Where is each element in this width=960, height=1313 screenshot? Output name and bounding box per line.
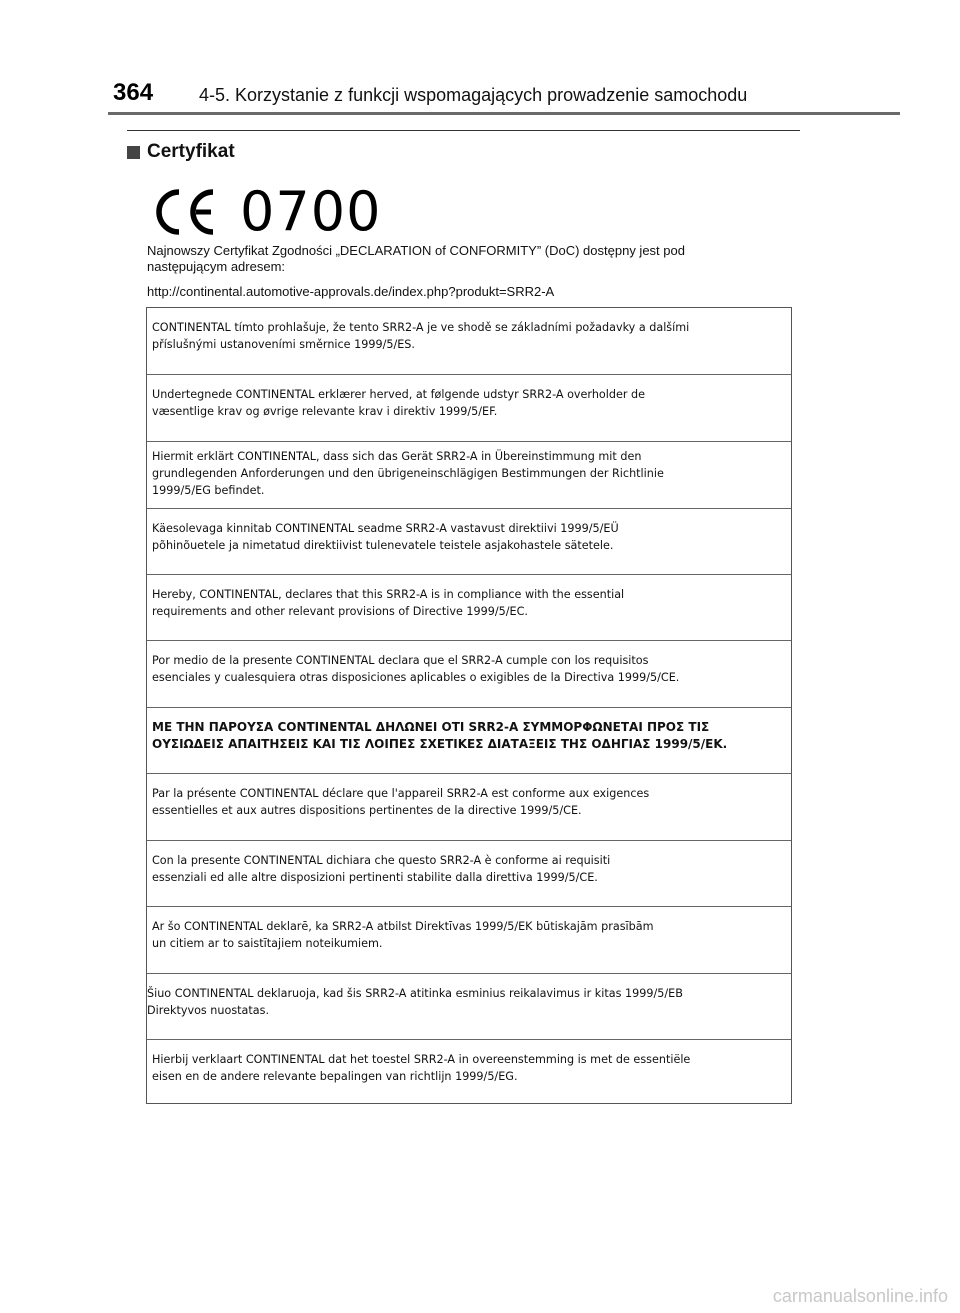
intro-line-2: następującym adresem:: [147, 259, 286, 274]
declaration-row: [147, 575, 791, 641]
declaration-line: Par la présente CONTINENTAL déclare que l'appareil SRR2-A est conforme aux exigences: [152, 787, 650, 800]
page-number: 364: [113, 79, 154, 106]
declaration-row: [147, 375, 791, 442]
declaration-row: [147, 841, 791, 907]
declaration-text-de: [152, 448, 782, 499]
section-title: Certyfikat: [147, 141, 235, 162]
declaration-line: 1999/5/EG befindet.: [152, 484, 265, 497]
watermark: carmanualsonline.info: [772, 1286, 948, 1306]
declaration-line: Con la presente CONTINENTAL dichiara che questo SRR2-A è conforme ai requisiti: [152, 854, 611, 867]
declaration-line: Undertegnede CONTINENTAL erklærer herved, at følgende udstyr SRR2-A overholder de: [152, 388, 645, 401]
square-bullet-icon: [127, 146, 140, 159]
declaration-text-lt: [147, 985, 777, 1019]
declaration-line: væsentlige krav og øvrige relevante krav i direktiv 1999/5/EF.: [152, 405, 498, 418]
declaration-text-en: [152, 586, 782, 620]
header-rule: [108, 112, 900, 115]
declaration-line: grundlegenden Anforderungen und den übrigeneinschlägigen Bestimmungen der Richtlinie: [152, 467, 664, 480]
intro-line-1: Najnowszy Certyfikat Zgodności „DECLARATION of CONFORMITY” (DoC) dostępny jest pod: [147, 243, 685, 258]
declaration-line: un citiem ar to saistītajiem noteikumiem.: [152, 937, 383, 950]
declaration-line: Ar šo CONTINENTAL deklarē, ka SRR2-A atbilst Direktīvas 1999/5/EK būtiskajām prasībām: [152, 920, 654, 933]
declaration-line: põhinõuetele ja nimetatud direktiivist tulenevatele teistele asjakohastele sätetele.: [152, 539, 614, 552]
declaration-row: [147, 907, 791, 974]
declaration-line: esenciales y cualesquiera otras disposiciones aplicables o exigibles de la Directiva 1999/5/CE.: [152, 671, 680, 684]
declaration-row: [147, 974, 791, 1040]
declaration-text-it: [152, 852, 782, 886]
ce-logo-icon: [152, 186, 218, 238]
declaration-line: Hiermit erklärt CONTINENTAL, dass sich das Gerät SRR2-A in Übereinstimmung mit den: [152, 450, 642, 463]
declaration-line: příslušnými ustanoveními směrnice 1999/5/ES.: [152, 338, 415, 351]
declaration-line: Direktyvos nuostatas.: [147, 1004, 270, 1017]
declaration-row: [147, 308, 791, 375]
declaration-text-et: [152, 520, 782, 554]
declaration-line: essentielles et aux autres dispositions pertinentes de la directive 1999/5/CE.: [152, 804, 582, 817]
doc-url: http://continental.automotive-approvals.de/index.php?produkt=SRR2-A: [147, 284, 555, 299]
intro-text: [147, 243, 787, 275]
declaration-line: Šiuo CONTINENTAL deklaruoja, kad šis SRR2-A atitinka esminius reikalavimus ir kitas 1999/5/EB: [147, 987, 683, 1000]
declarations-table: [146, 307, 792, 1104]
chapter-title: 4-5. Korzystanie z funkcji wspomagających prowadzenie samochodu: [199, 85, 748, 105]
declaration-text-lv: [152, 918, 782, 952]
declaration-row: [147, 774, 791, 841]
section-rule: [127, 130, 800, 131]
declaration-line: eisen en de andere relevante bepalingen van richtlijn 1999/5/EG.: [152, 1070, 518, 1083]
declaration-line: Hierbij verklaart CONTINENTAL dat het toestel SRR2-A in overeenstemming is met de essentiële: [152, 1053, 691, 1066]
declaration-line: Por medio de la presente CONTINENTAL declara que el SRR2-A cumple con los requisitos: [152, 654, 649, 667]
declaration-text-es: [152, 652, 782, 686]
notified-body-number: 0700: [240, 180, 382, 243]
declaration-row: [147, 1040, 791, 1103]
declaration-line: ΜΕ ΤΗΝ ΠΑΡΟΥΣΑ CONTINENTAL ΔΗΛΩΝΕΙ ΟΤΙ SRR2-A ΣΥΜΜΟΡΦΩΝΕΤΑΙ ΠΡΟΣ ΤΙΣ: [152, 720, 710, 734]
declaration-text-fr: [152, 785, 782, 819]
declaration-line: ΟΥΣΙΩΔΕΙΣ ΑΠΑΙΤΗΣΕΙΣ ΚΑΙ ΤΙΣ ΛΟΙΠΕΣ ΣΧΕΤΙΚΕΣ ΔΙΑΤΑΞΕΙΣ ΤΗΣ ΟΔΗΓΙΑΣ 1999/5/ΕΚ.: [152, 737, 728, 751]
declaration-text-cs: [152, 319, 782, 353]
declaration-line: requirements and other relevant provisions of Directive 1999/5/EC.: [152, 605, 528, 618]
declaration-text-el: [152, 719, 782, 753]
declaration-row: [147, 442, 791, 509]
declaration-line: CONTINENTAL tímto prohlašuje, že tento SRR2-A je ve shodě se základními požadavky a dalšími: [152, 321, 690, 334]
page-header: [0, 0, 960, 116]
ce-mark: [152, 180, 382, 243]
section-heading: [127, 141, 235, 163]
declaration-text-da: [152, 386, 782, 420]
declaration-line: essenziali ed alle altre disposizioni pertinenti stabilite dalla direttiva 1999/5/CE.: [152, 871, 598, 884]
declaration-row: [147, 708, 791, 774]
declaration-row: [147, 641, 791, 708]
declaration-line: Käesolevaga kinnitab CONTINENTAL seadme SRR2-A vastavust direktiivi 1999/5/EÜ: [152, 522, 619, 535]
declaration-line: Hereby, CONTINENTAL, declares that this SRR2-A is in compliance with the essential: [152, 588, 625, 601]
declaration-row: [147, 509, 791, 575]
declaration-text-nl: [152, 1051, 782, 1085]
